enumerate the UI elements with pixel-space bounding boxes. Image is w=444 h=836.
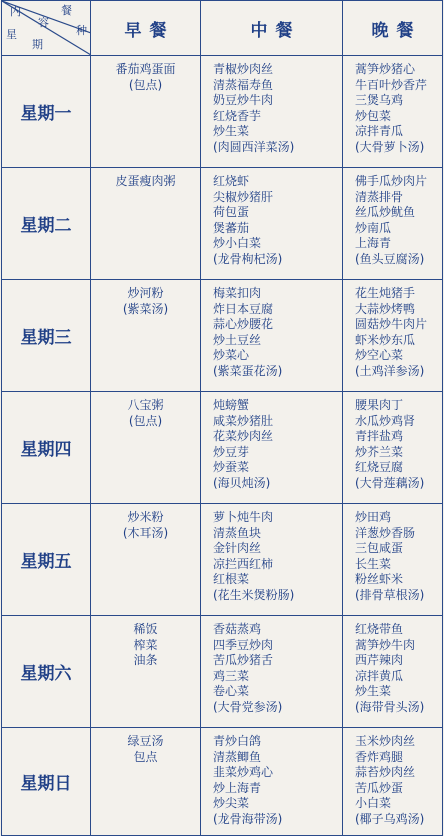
dish-item: 荷包蛋 [213,205,250,219]
dish-item: 炒尖菜 [213,796,250,810]
corner-cell [2,1,91,56]
lunch-cell [201,728,343,836]
dish-item: (鱼头豆腐汤) [355,251,425,266]
dish-item: 炒上海青 [213,780,262,795]
corner-label-qi: 期 [32,38,43,51]
dish-item: (海带骨头汤) [355,699,425,714]
dish-item: 小白菜 [355,796,392,810]
header-row [2,1,443,56]
dish-item: 虾米炒东瓜 [355,332,416,347]
dish-item: 萝卜炖牛肉 [213,510,274,524]
day-name: 星期一 [2,56,91,168]
dish-item: 炒小白菜 [213,236,262,250]
dish-item: 苦瓜炒猪舌 [213,653,274,667]
dish-item: 金针肉丝 [213,541,262,555]
dish-item: 香菇蒸鸡 [213,622,262,636]
corner-label-xing: 星 [6,28,17,41]
dish-item: 青拌盐鸡 [355,429,404,443]
dish-item: 长生菜 [355,556,392,571]
dinner-cell [343,616,443,728]
dish-item: 玉米炒肉丝 [355,734,416,748]
breakfast-cell [91,280,201,392]
dish-item: 凉拌青瓜 [355,124,404,138]
corner-label-rong: 容 [38,16,49,29]
lunch-cell [201,56,343,168]
dish-item: 大蒜炒烤鸭 [355,301,416,316]
dish-item: 佛手瓜炒肉片 [355,174,428,188]
dish-item: 榨菜 [133,637,158,652]
dish-item: 上海青 [355,236,392,250]
dish-item: 炒米粉 [127,510,164,524]
dish-item: (排骨草根汤) [355,587,425,602]
dish-item: (紫菜蛋花汤) [213,363,283,378]
dish-item: (肉圆西洋菜汤) [213,139,295,154]
dish-item: 炒田鸡 [355,510,392,524]
dish-item: 红烧豆腐 [355,460,404,474]
dish-item: 红烧虾 [213,174,250,188]
day-name: 星期日 [2,728,91,836]
dish-item: 炖螃蟹 [213,398,250,412]
day-name: 星期二 [2,168,91,280]
dish-item: (龙骨海带汤) [213,811,283,826]
day-name: 星期五 [2,504,91,616]
dish-item: 蒿笋炒牛肉 [355,637,416,652]
lunch-cell [201,616,343,728]
dish-item: (包点) [128,77,163,92]
dish-item: 包点 [133,749,158,764]
dish-item: 皮蛋瘦肉粥 [115,174,176,188]
dish-item: 咸菜炒猪肚 [213,413,274,428]
dish-item: (龙骨枸杞汤) [213,251,283,266]
dinner-cell [343,56,443,168]
dish-item: 凉拌黄瓜 [355,668,404,683]
day-name: 星期三 [2,280,91,392]
dish-item: 八宝粥 [127,398,164,412]
lunch-cell [201,168,343,280]
dish-item: 尖椒炒猪肝 [213,189,274,204]
dinner-cell [343,728,443,836]
dinner-cell [343,392,443,504]
day-row [2,168,443,280]
dish-item: 清蒸鲫鱼 [213,749,262,764]
dish-item: 韭菜炒鸡心 [213,765,274,779]
dish-item: 花菜炒肉丝 [213,429,274,443]
dish-item: 炒芥兰菜 [355,444,404,459]
dish-item: (大骨党参汤) [213,699,283,714]
lunch-cell [201,280,343,392]
dish-item: 清蒸鱼块 [213,525,262,540]
dish-item: 稀饭 [133,622,158,636]
dish-item: 蒿笋炒猪心 [355,62,416,76]
breakfast-cell [91,168,201,280]
dish-item: 炒菜心 [213,348,250,362]
dish-item: 红烧香芋 [213,108,262,123]
breakfast-cell [91,616,201,728]
lunch-cell [201,504,343,616]
dish-item: 炒包菜 [355,108,392,123]
dish-item: 水瓜炒鸡肾 [355,413,416,428]
dish-item: 炒生菜 [213,124,250,138]
dinner-cell [343,280,443,392]
corner-label-nei: 内 [10,5,21,18]
dish-item: (海贝炖汤) [213,475,271,490]
dish-item: (大骨莲藕汤) [355,475,425,490]
day-row [2,616,443,728]
dish-item: 圆菇炒牛肉片 [355,317,428,331]
dish-item: (椰子乌鸡汤) [355,811,425,826]
dish-item: 炒生菜 [355,684,392,698]
dish-item: 绿豆汤 [127,734,164,748]
dish-item: (木耳汤) [122,525,169,540]
dish-item: 洋葱炒香肠 [355,525,416,540]
dish-item: 炒空心菜 [355,348,404,362]
weekly-menu-table [1,0,443,836]
dish-item: 红根菜 [213,572,250,586]
dish-item: (包点) [128,413,163,428]
dish-item: 青炒白鸽 [213,734,262,748]
dish-item: 清蒸排骨 [355,189,404,204]
dish-item: 清蒸福寿鱼 [213,77,274,92]
dinner-header: 晚餐 [343,1,443,56]
dish-item: 炒南瓜 [355,220,392,235]
day-row [2,504,443,616]
lunch-cell [201,392,343,504]
dish-item: 丝瓜炒鱿鱼 [355,205,416,219]
dinner-cell [343,504,443,616]
dish-item: 油条 [133,653,158,667]
dish-item: 花生炖猪手 [355,286,416,300]
dish-item: 青椒炒肉丝 [213,62,274,76]
dish-item: 牛百叶炒香芹 [355,77,428,92]
breakfast-cell [91,504,201,616]
dish-item: 蒜心炒腰花 [213,317,274,331]
dish-item: 炒土豆丝 [213,332,262,347]
lunch-header: 中餐 [201,1,343,56]
day-row [2,56,443,168]
dish-item: 鸡三菜 [213,668,250,683]
dish-item: 炒豆芽 [213,444,250,459]
day-row [2,392,443,504]
day-row [2,728,443,836]
dish-item: 奶豆炒牛肉 [213,93,274,107]
dish-item: 西芹辣肉 [355,653,404,667]
dish-item: 香炸鸡腿 [355,749,404,764]
dish-item: 腰果肉丁 [355,398,404,412]
dish-item: 炒蚕菜 [213,460,250,474]
dish-item: (花生米煲粉肠) [213,587,295,602]
dish-item: 梅菜扣肉 [213,286,262,300]
dish-item: 粉丝虾米 [355,572,404,586]
dish-item: (紫菜汤) [122,301,169,316]
corner-label-can: 餐 [61,4,72,17]
dish-item: 卷心菜 [213,684,250,698]
day-row [2,280,443,392]
breakfast-header: 早餐 [91,1,201,56]
day-name: 星期六 [2,616,91,728]
dish-item: 炸日本豆腐 [213,301,274,316]
dish-item: 番茄鸡蛋面 [115,62,176,76]
day-name: 星期四 [2,392,91,504]
dish-item: (大骨萝卜汤) [355,139,425,154]
dish-item: 三包咸蛋 [355,541,404,555]
dish-item: 苦瓜炒蛋 [355,780,404,795]
dish-item: (土鸡洋参汤) [355,363,425,378]
breakfast-cell [91,728,201,836]
corner-label-zhong: 种 [76,24,87,37]
dish-item: 红烧带鱼 [355,622,404,636]
dish-item: 煲蕃茄 [213,220,250,235]
dish-item: 炒河粉 [127,286,164,300]
breakfast-cell [91,56,201,168]
dish-item: 蒜苔炒肉丝 [355,765,416,779]
dinner-cell [343,168,443,280]
breakfast-cell [91,392,201,504]
dish-item: 三煲乌鸡 [355,93,404,107]
dish-item: 四季豆炒肉 [213,637,274,652]
dish-item: 凉拦西红柿 [213,556,274,571]
